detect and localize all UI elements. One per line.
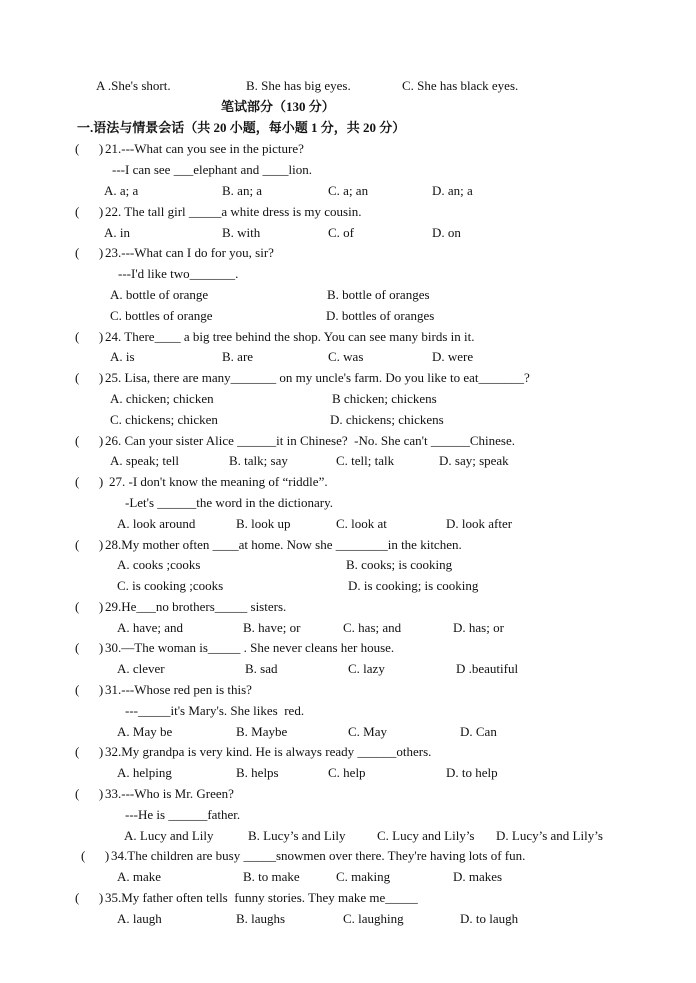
question-23-options-ab (0, 285, 696, 305)
option-b: B. have; or (243, 620, 301, 635)
option-c: C. lazy (348, 661, 385, 676)
answer-blank[interactable]: ( ) (75, 433, 104, 448)
option-b: B. Maybe (236, 724, 288, 739)
question-27-line2 (0, 493, 696, 513)
answer-blank[interactable]: ( ) (75, 370, 104, 385)
section-title: 笔试部分（130 分） (221, 99, 335, 114)
question-stem: 29.He___no brothers_____ sisters. (105, 599, 287, 614)
question-stem: 28.My mother often ____at home. Now she ________in the kitchen. (105, 537, 462, 552)
option-a: A. cooks ;cooks (117, 557, 201, 572)
option-c: C. has; and (343, 620, 402, 635)
option-b: B. laughs (236, 911, 286, 926)
option-d: D. makes (453, 869, 503, 884)
question-stem: 34.The children are busy _____snowmen over there. They're having lots of fun. (111, 848, 526, 863)
option-a: A .She's short. (96, 78, 171, 93)
option-c: C. of (328, 225, 354, 240)
question-stem: 31.---Whose red pen is this? (105, 682, 252, 697)
answer-blank[interactable]: ( ) (81, 848, 110, 863)
option-c: C. She has black eyes. (402, 78, 519, 93)
option-d: D. an; a (432, 183, 473, 198)
answer-blank[interactable]: ( ) (75, 329, 104, 344)
question-stem: 23.---What can I do for you, sir? (105, 245, 274, 260)
question-21-line2 (0, 160, 696, 180)
option-b: B chicken; chickens (332, 391, 437, 406)
question-33-options (0, 826, 696, 846)
option-c: C. help (328, 765, 366, 780)
part1-header: 一.语法与情景会话（共 20 小题，每小题 1 分，共 20 分） (77, 120, 406, 135)
option-b: B. She has big eyes. (246, 78, 351, 93)
option-b: B. to make (243, 869, 300, 884)
question-23-options-cd (0, 306, 696, 326)
question-35-options (0, 909, 696, 929)
option-b: B. Lucy’s and Lily (248, 828, 346, 843)
question-stem: 35.My father often tells funny stories. They make me_____ (105, 890, 418, 905)
option-d: D. has; or (453, 620, 504, 635)
answer-blank[interactable]: ( ) (75, 141, 104, 156)
option-c: C. chickens; chicken (110, 412, 218, 427)
question-stem: 30.—The woman is_____ . She never cleans her house. (105, 640, 395, 655)
option-d: D. is cooking; is cooking (348, 578, 479, 593)
question-34-options (0, 867, 696, 887)
question-stem: 33.---Who is Mr. Green? (105, 786, 234, 801)
option-c: C. May (348, 724, 387, 739)
option-d: D. to laugh (460, 911, 519, 926)
question-28-options-ab (0, 555, 696, 575)
question-28-options-cd (0, 576, 696, 596)
answer-blank[interactable]: ( ) (75, 474, 104, 489)
option-b: B. helps (236, 765, 279, 780)
option-c: C. Lucy and Lily’s (377, 828, 475, 843)
option-a: A. a; a (104, 183, 139, 198)
question-32 (0, 742, 696, 762)
option-d: D. on (432, 225, 461, 240)
option-c: C. is cooking ;cooks (117, 578, 224, 593)
option-c: C. laughing (343, 911, 404, 926)
question-22-options (0, 223, 696, 243)
answer-blank[interactable]: ( ) (75, 245, 104, 260)
option-c: C. bottles of orange (110, 308, 213, 323)
answer-blank[interactable]: ( ) (75, 204, 104, 219)
option-c: C. tell; talk (336, 453, 395, 468)
question-25 (0, 368, 696, 388)
option-a: A. make (117, 869, 162, 884)
question-25-options-cd (0, 410, 696, 430)
option-d: D. chickens; chickens (330, 412, 444, 427)
question-27 (0, 472, 696, 492)
question-stem-2: ---_____it's Mary's. She likes red. (125, 703, 305, 718)
answer-blank[interactable]: ( ) (75, 890, 104, 905)
option-c: C. look at (336, 516, 387, 531)
question-23 (0, 243, 696, 263)
question-24 (0, 327, 696, 347)
question-32-options (0, 763, 696, 783)
question-stem: 27. -I don't know the meaning of “riddle”. (109, 474, 328, 489)
answer-blank[interactable]: ( ) (75, 786, 104, 801)
option-a: A. laugh (117, 911, 162, 926)
question-21-options (0, 181, 696, 201)
option-d: D. look after (446, 516, 513, 531)
question-33 (0, 784, 696, 804)
question-24-options (0, 347, 696, 367)
option-b: B. are (222, 349, 254, 364)
question-stem: 25. Lisa, there are many_______ on my uncle's farm. Do you like to eat_______? (105, 370, 530, 385)
option-d: D. Can (460, 724, 497, 739)
answer-blank[interactable]: ( ) (75, 599, 104, 614)
option-a: A. clever (117, 661, 165, 676)
answer-blank[interactable]: ( ) (75, 640, 104, 655)
question-25-options-ab (0, 389, 696, 409)
question-31-line2 (0, 701, 696, 721)
question-stem: 32.My grandpa is very kind. He is always ready ______others. (105, 744, 432, 759)
question-23-line2 (0, 264, 696, 284)
option-a: A. look around (117, 516, 196, 531)
question-21 (0, 139, 696, 159)
question-stem-2: -Let's ______the word in the dictionary. (125, 495, 334, 510)
option-b: B. bottle of oranges (327, 287, 430, 302)
question-29 (0, 597, 696, 617)
option-a: A. chicken; chicken (110, 391, 214, 406)
option-b: B. talk; say (229, 453, 288, 468)
option-a: A. May be (117, 724, 173, 739)
prev-question-options (0, 76, 696, 96)
question-stem-2: ---He is ______father. (125, 807, 241, 822)
option-b: B. sad (245, 661, 278, 676)
option-a: A. bottle of orange (110, 287, 209, 302)
question-31 (0, 680, 696, 700)
option-b: B. an; a (222, 183, 263, 198)
question-31-options (0, 722, 696, 742)
option-d: D. Lucy’s and Lily’s (496, 828, 603, 843)
option-d: D. say; speak (439, 453, 509, 468)
question-29-options (0, 618, 696, 638)
question-26 (0, 431, 696, 451)
option-a: A. helping (117, 765, 172, 780)
option-c: C. a; an (328, 183, 369, 198)
option-b: B. with (222, 225, 261, 240)
question-33-line2 (0, 805, 696, 825)
option-b: B. look up (236, 516, 291, 531)
question-stem: 22. The tall girl _____a white dress is my cousin. (105, 204, 362, 219)
question-26-options (0, 451, 696, 471)
question-27-options (0, 514, 696, 534)
question-30-options (0, 659, 696, 679)
answer-blank[interactable]: ( ) (75, 744, 104, 759)
section-title-row (0, 97, 696, 117)
question-stem-2: ---I can see ___elephant and ____lion. (112, 162, 312, 177)
question-stem-2: ---I'd like two_______. (118, 266, 239, 281)
question-stem: 26. Can your sister Alice ______it in Chinese? -No. She can't ______Chinese. (105, 433, 515, 448)
option-a: A. Lucy and Lily (124, 828, 214, 843)
option-c: C. was (328, 349, 364, 364)
option-b: B. cooks; is cooking (346, 557, 453, 572)
option-a: A. have; and (117, 620, 184, 635)
question-stem: 24. There____ a big tree behind the shop. You can see many birds in it. (105, 329, 475, 344)
question-stem: 21.---What can you see in the picture? (105, 141, 304, 156)
question-34 (0, 846, 696, 866)
answer-blank[interactable]: ( ) (75, 682, 104, 697)
option-d: D. to help (446, 765, 498, 780)
question-22 (0, 202, 696, 222)
question-28 (0, 535, 696, 555)
question-35 (0, 888, 696, 908)
option-d: D .beautiful (456, 661, 519, 676)
question-30 (0, 638, 696, 658)
option-d: D. bottles of oranges (326, 308, 435, 323)
part1-header-row (0, 118, 696, 138)
answer-blank[interactable]: ( ) (75, 537, 104, 552)
option-a: A. speak; tell (110, 453, 179, 468)
option-a: A. in (104, 225, 130, 240)
option-d: D. were (432, 349, 474, 364)
option-a: A. is (110, 349, 135, 364)
option-c: C. making (336, 869, 391, 884)
